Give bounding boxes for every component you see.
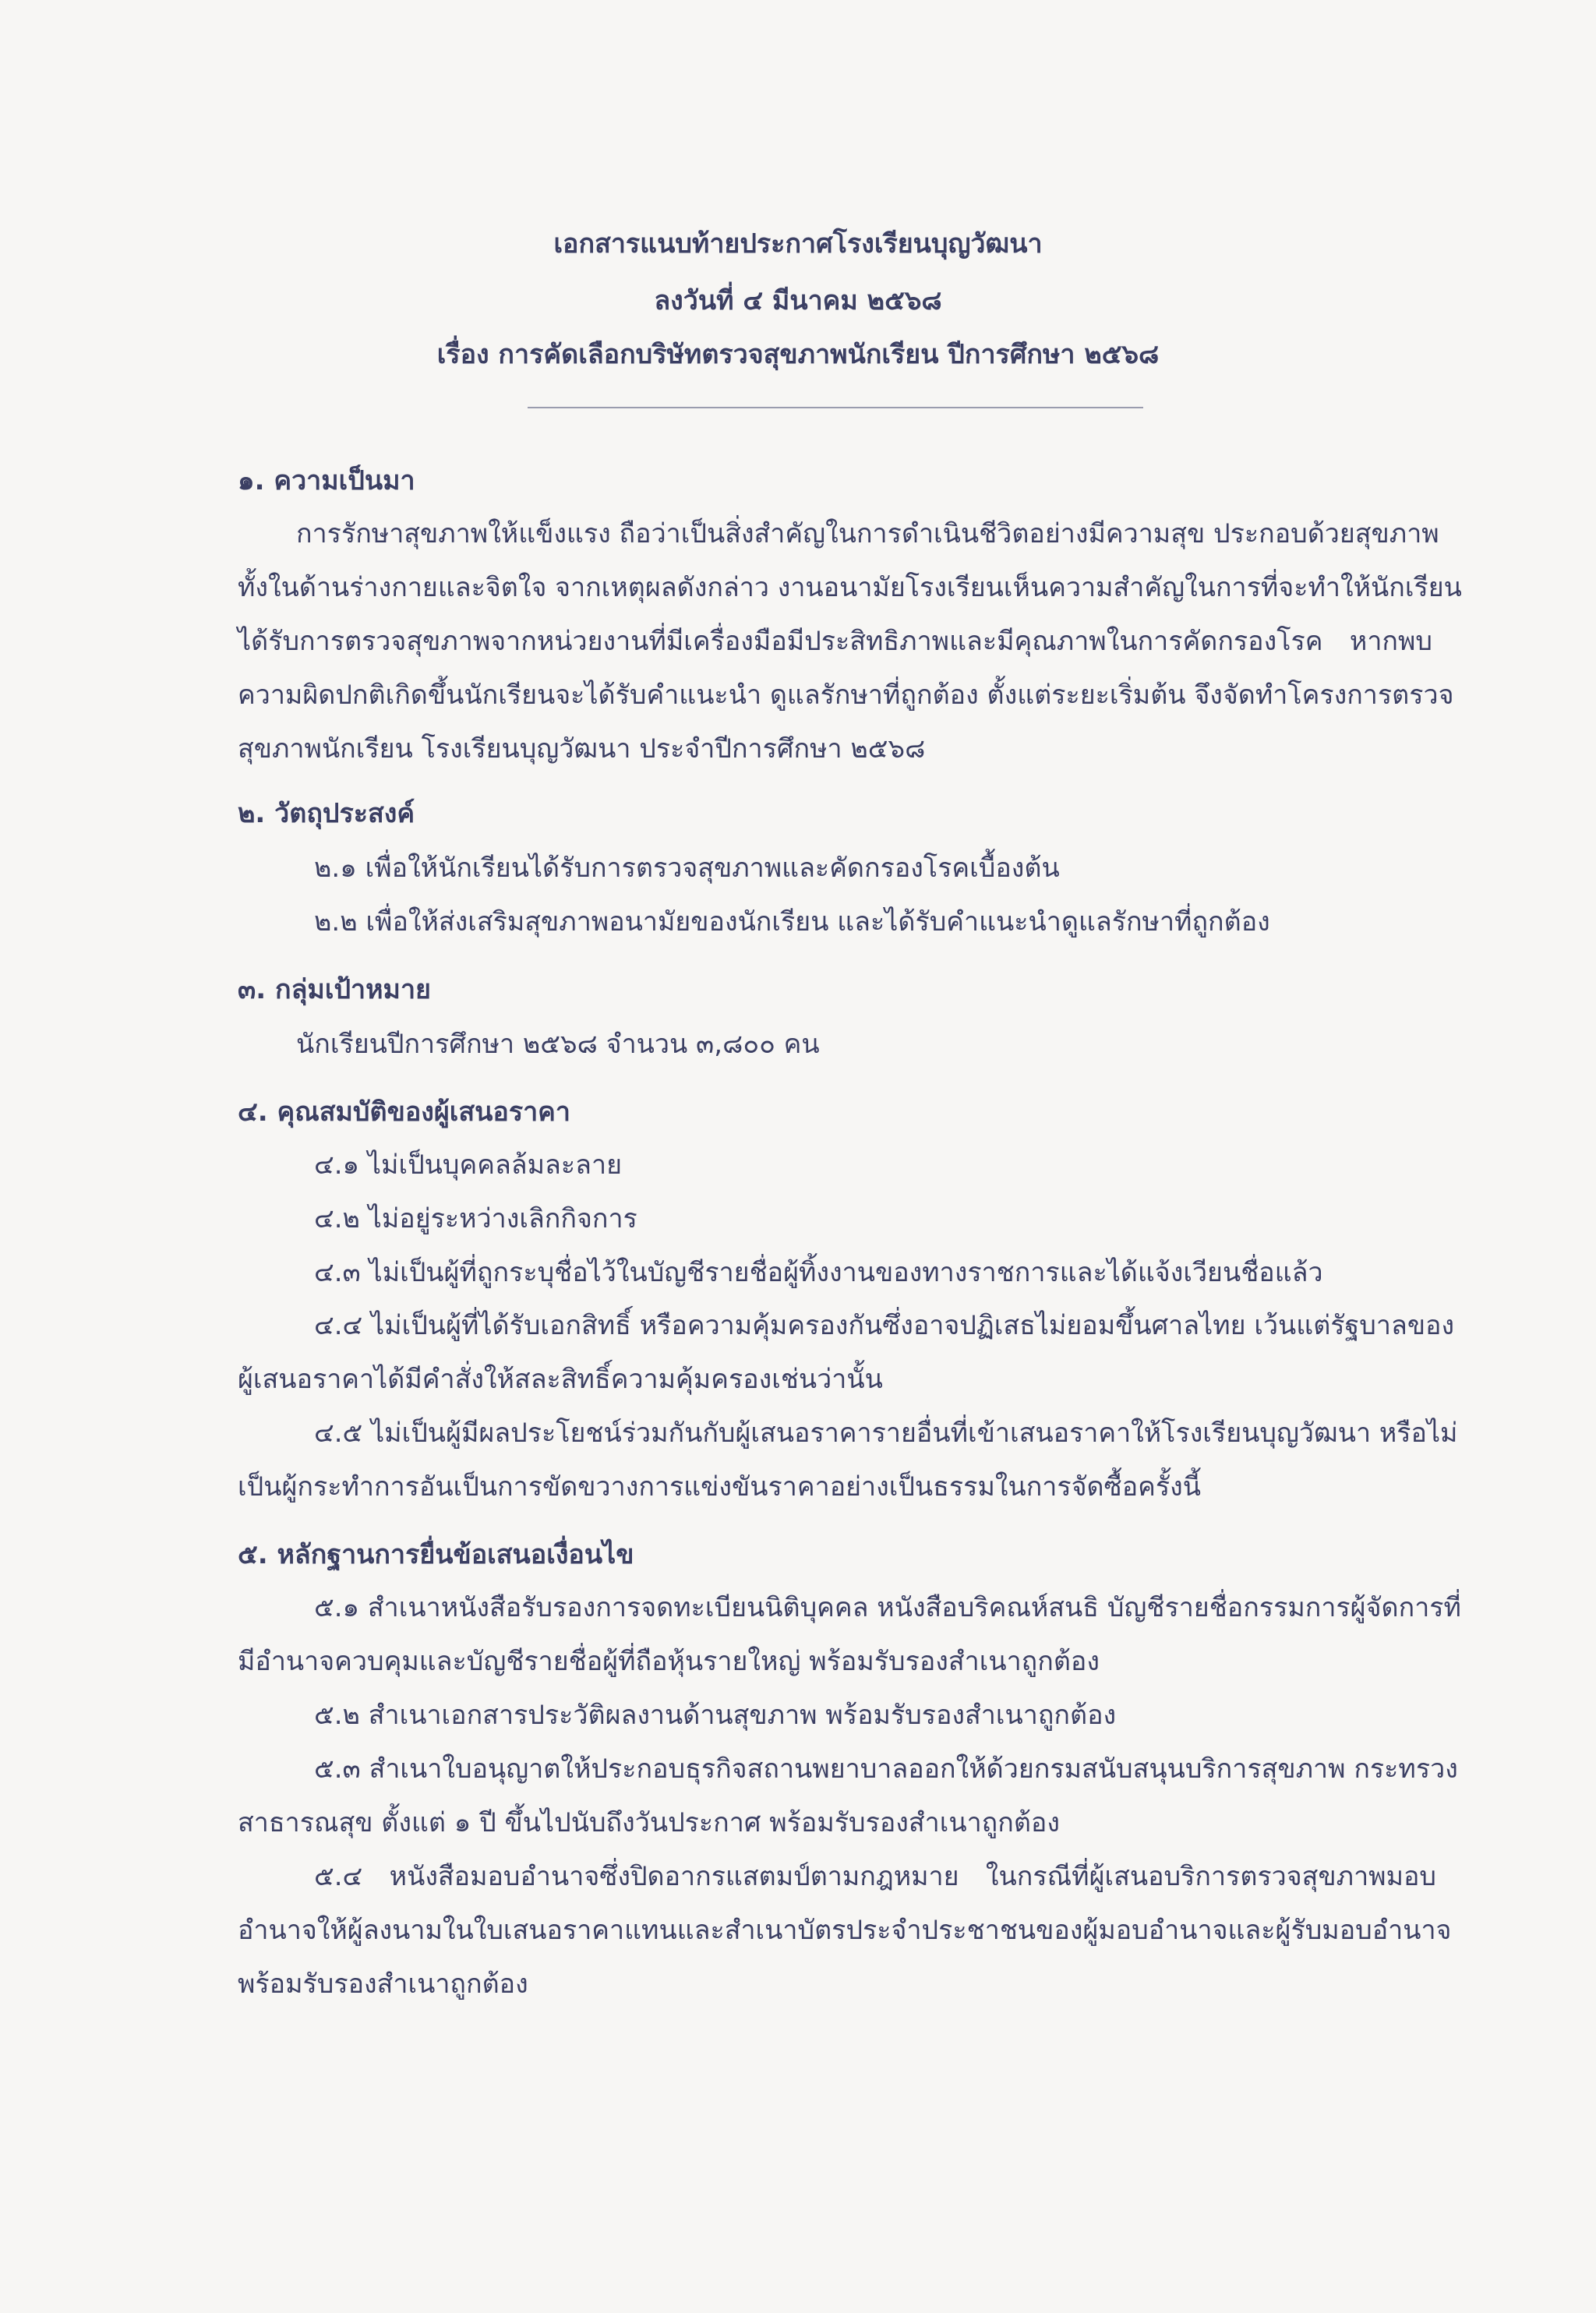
- document-date: ลงวันที่ ๔ มีนาคม ๒๕๖๘: [654, 285, 942, 316]
- section-5-item: ๕.๒ สำเนาเอกสารประวัติผลงานด้านสุขภาพ พร้อมรับรองสำเนาถูกต้อง: [314, 1700, 1117, 1731]
- section-1-para-line: ทั้งในด้านร่างกายและจิตใจ จากเหตุผลดังกล่าว งานอนามัยโรงเรียนเห็นความสำคัญในการที่จะทำให้นักเรียน: [238, 572, 1462, 603]
- section-5-item-continued: อำนาจให้ผู้ลงนามในใบเสนอราคาแทนและสำเนาบัตรประจำประชาชนของผู้มอบอำนาจและผู้รับมอบอำนาจ: [238, 1915, 1452, 1946]
- section-5-item-continued: สาธารณสุข ตั้งแต่ ๑ ปี ขึ้นไปนับถึงวันประกาศ พร้อมรับรองสำเนาถูกต้อง: [238, 1807, 1060, 1838]
- section-5-item: ๕.๔ หนังสือมอบอำนาจซึ่งปิดอากรแสตมป์ตามกฎหมาย ในกรณีที่ผู้เสนอบริการตรวจสุขภาพมอบ: [314, 1861, 1436, 1892]
- section-4-heading: ๔. คุณสมบัติของผู้เสนอราคา: [238, 1096, 571, 1128]
- section-2-item: ๒.๑ เพื่อให้นักเรียนได้รับการตรวจสุขภาพและคัดกรองโรคเบื้องต้น: [314, 853, 1060, 884]
- section-4-item: ๔.๓ ไม่เป็นผู้ที่ถูกระบุชื่อไว้ในบัญชีรายชื่อผู้ทิ้งงานของทางราชการและได้แจ้งเวียนชื่อแล้ว: [314, 1257, 1323, 1288]
- section-4-item: ๔.๒ ไม่อยู่ระหว่างเลิกกิจการ: [314, 1203, 637, 1234]
- section-4-item: ๔.๔ ไม่เป็นผู้ที่ได้รับเอกสิทธิ์ หรือความคุ้มครองกันซึ่งอาจปฏิเสธไม่ยอมขึ้นศาลไทย เว้นแต่รัฐบาลของ: [314, 1310, 1455, 1341]
- document-title: เอกสารแนบท้ายประกาศโรงเรียนบุญวัฒนา: [553, 228, 1043, 260]
- section-5-item: ๕.๑ สำเนาหนังสือรับรองการจดทะเบียนนิติบุคคล หนังสือบริคณห์สนธิ บัญชีรายชื่อกรรมการผู้จัดการที่: [314, 1592, 1461, 1623]
- section-4-item: ๔.๕ ไม่เป็นผู้มีผลประโยชน์ร่วมกันกับผู้เสนอราคารายอื่นที่เข้าเสนอราคาให้โรงเรียนบุญวัฒนา หรือไม่: [314, 1418, 1458, 1449]
- section-4-item-continued: ผู้เสนอราคาได้มีคำสั่งให้สละสิทธิ์ความคุ้มครองเช่นว่านั้น: [238, 1364, 883, 1395]
- section-3-heading: ๓. กลุ่มเป้าหมาย: [238, 974, 431, 1005]
- section-2-item: ๒.๒ เพื่อให้ส่งเสริมสุขภาพอนามัยของนักเรียน และได้รับคำแนะนำดูแลรักษาที่ถูกต้อง: [314, 906, 1270, 938]
- section-5-item: ๕.๓ สำเนาใบอนุญาตให้ประกอบธุรกิจสถานพยาบาลออกให้ด้วยกรมสนับสนุนบริการสุขภาพ กระทรวง: [314, 1753, 1458, 1785]
- section-1-heading: ๑. ความเป็นมา: [238, 465, 415, 496]
- section-4-item-continued: เป็นผู้กระทำการอันเป็นการขัดขวางการแข่งขันราคาอย่างเป็นธรรมในการจัดซื้อครั้งนี้: [238, 1471, 1201, 1503]
- section-3-text: นักเรียนปีการศึกษา ๒๕๖๘ จำนวน ๓,๘๐๐ คน: [296, 1029, 820, 1060]
- header-divider: [528, 407, 1143, 408]
- document-subject: เรื่อง การคัดเลือกบริษัทตรวจสุขภาพนักเรียน ปีการศึกษา ๒๕๖๘: [436, 339, 1160, 370]
- section-1-para-line: ได้รับการตรวจสุขภาพจากหน่วยงานที่มีเครื่องมือมีประสิทธิภาพและมีคุณภาพในการคัดกรองโรค หากพบ: [238, 626, 1432, 657]
- section-4-item: ๔.๑ ไม่เป็นบุคคลล้มละลาย: [314, 1149, 622, 1181]
- section-1-para-line: สุขภาพนักเรียน โรงเรียนบุญวัฒนา ประจำปีการศึกษา ๒๕๖๘: [238, 733, 926, 765]
- section-1-para-line: ความผิดปกติเกิดขึ้นนักเรียนจะได้รับคำแนะนำ ดูแลรักษาที่ถูกต้อง ตั้งแต่ระยะเริ่มต้น จึงจัดทำโครงการตรวจ: [238, 680, 1454, 711]
- section-2-heading: ๒. วัตถุประสงค์: [238, 798, 415, 829]
- section-5-item-continued: มีอำนาจควบคุมและบัญชีรายชื่อผู้ที่ถือหุ้นรายใหญ่ พร้อมรับรองสำเนาถูกต้อง: [238, 1646, 1100, 1677]
- section-1-para-line: การรักษาสุขภาพให้แข็งแรง ถือว่าเป็นสิ่งสำคัญในการดำเนินชีวิตอย่างมีความสุข ประกอบด้วยสุขภาพ: [296, 518, 1439, 549]
- section-5-heading: ๕. หลักฐานการยื่นข้อเสนอเงื่อนไข: [238, 1539, 634, 1570]
- section-5-item-continued: พร้อมรับรองสำเนาถูกต้อง: [238, 1969, 528, 2000]
